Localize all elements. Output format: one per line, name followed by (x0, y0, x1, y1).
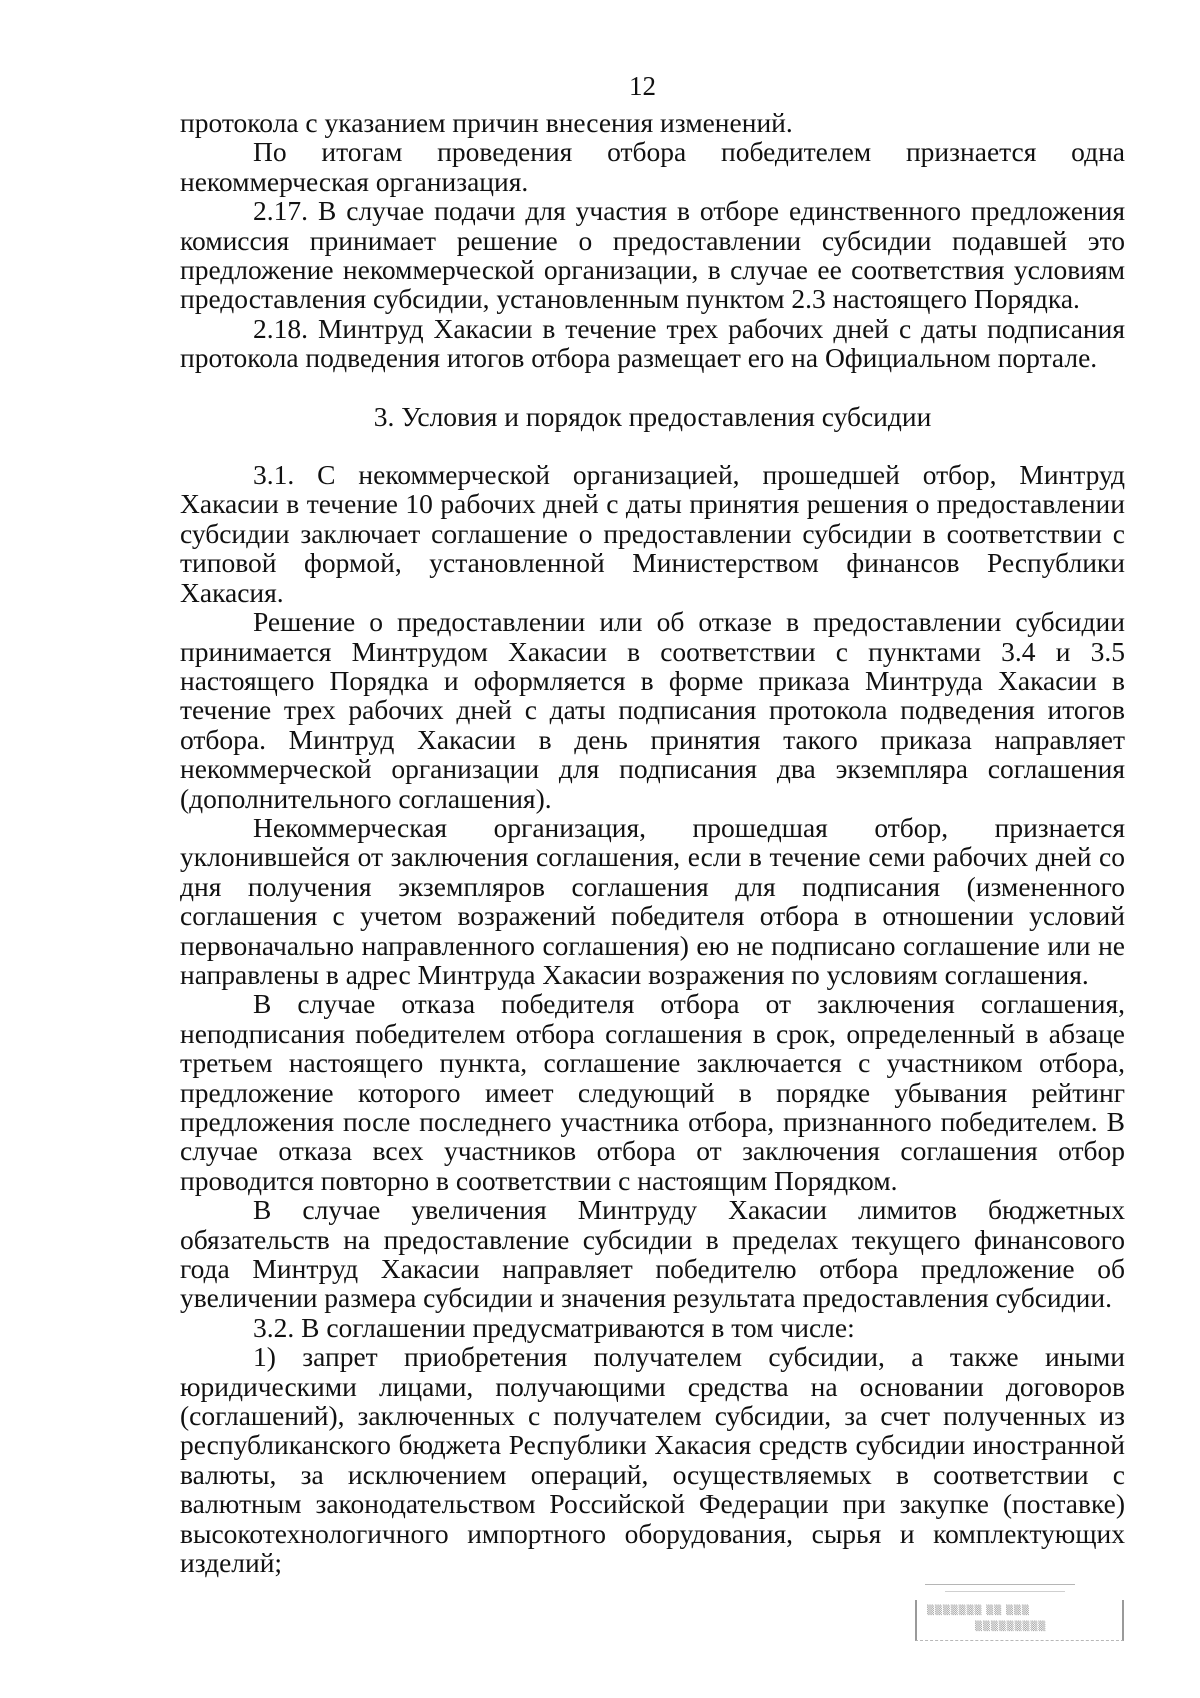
page-number: 12 (629, 71, 656, 101)
paragraph: В случае отказа победителя отбора от заключения соглашения, неподписания победителем отбора соглашения в срок, определенный в абзаце третьем настоящего пункта, соглашение заключается с участником отбора, предложение которого имеет следующий в порядке убывания рейтинг предложения после последнего участника отбора, признанного победителем. В случае отказа всех участников отбора от заключения соглашения отбор проводится повторно в соответствии с настоящим Порядком. (180, 988, 1125, 1196)
paragraph: В случае увеличения Минтруду Хакасии лимитов бюджетных обязательств на предоставление субсидии в пределах текущего финансового года Минтруд Хакасии направляет победителю отбора предложение об увеличении размера субсидии и значения результата предоставления субсидии. (180, 1194, 1125, 1314)
paragraph: 3.1. С некоммерческой организацией, прошедшей отбор, Минтруд Хакасии в течение 10 рабочих дней с даты принятия решения о предоставлении субсидии заключает соглашение о предоставлении субсидии в соответствии с типовой формой, установленной Министерством финансов Республики Хакасия. (180, 459, 1125, 608)
section-heading: 3. Условия и порядок предоставления субсидии (373, 400, 932, 432)
paragraph: 3.2. В соглашении предусматриваются в том числе: (253, 1311, 855, 1343)
paragraph: 2.17. В случае подачи для участия в отборе единственного предложения комиссия принимает решение о предоставлении субсидии подавшей это предложение некоммерческой организации, в случае ее соответствия условиям предоставления субсидии, установленным пунктом 2.3 настоящего Порядка. (180, 195, 1125, 315)
paragraph: протокола с указанием причин внесения изменений. (180, 107, 793, 138)
paragraph: 1) запрет приобретения получателем субсидии, а также иными юридическими лицами, получающими средства на основании договоров (соглашений), заключенных с получателем субсидии, за счет полученных из республиканского бюджета Республики Хакасия средств субсидии иностранной валюты, за исключением операций, осуществляемых в соответствии с валютным законодательством Российской Федерации при закупке (поставке) высокотехнологичного импортного оборудования, сырья и комплектующих изделий; (180, 1341, 1125, 1579)
scan-stamp-mark: ▒▒▒▒▒▒▒ ▒▒ ▒▒▒ ▒▒▒▒▒▒▒▒▒ (905, 1578, 1130, 1650)
paragraph: По итогам проведения отбора победителем признается одна некоммерческая организация. (180, 136, 1125, 197)
paragraph: Решение о предоставлении или об отказе в предоставлении субсидии принимается Минтрудом Хакасии в соответствии с пунктами 3.4 и 3.5 настоящего Порядка и оформляется в форме приказа Минтруда Хакасии в течение трех рабочих дней с даты подписания протокола подведения итогов отбора. Минтруд Хакасии в день принятия такого приказа направляет некоммерческой организации для подписания два экземпляра соглашения (дополнительного соглашения). (180, 606, 1125, 814)
paragraph: 2.18. Минтруд Хакасии в течение трех рабочих дней с даты подписания протокола подведения итогов отбора размещает его на Официальном портале. (180, 312, 1125, 374)
paragraph: Некоммерческая организация, прошедшая отбор, признается уклонившейся от заключения соглашения, если в течение семи рабочих дней со дня получения экземпляров соглашения для подписания (измененного соглашения с учетом возражений победителя отбора в отношении условий первоначально направленного соглашения) ею не подписано соглашение или не направлены в адрес Минтруда Хакасии возражения по условиям соглашения. (180, 811, 1125, 990)
document-body (180, 108, 1125, 1578)
